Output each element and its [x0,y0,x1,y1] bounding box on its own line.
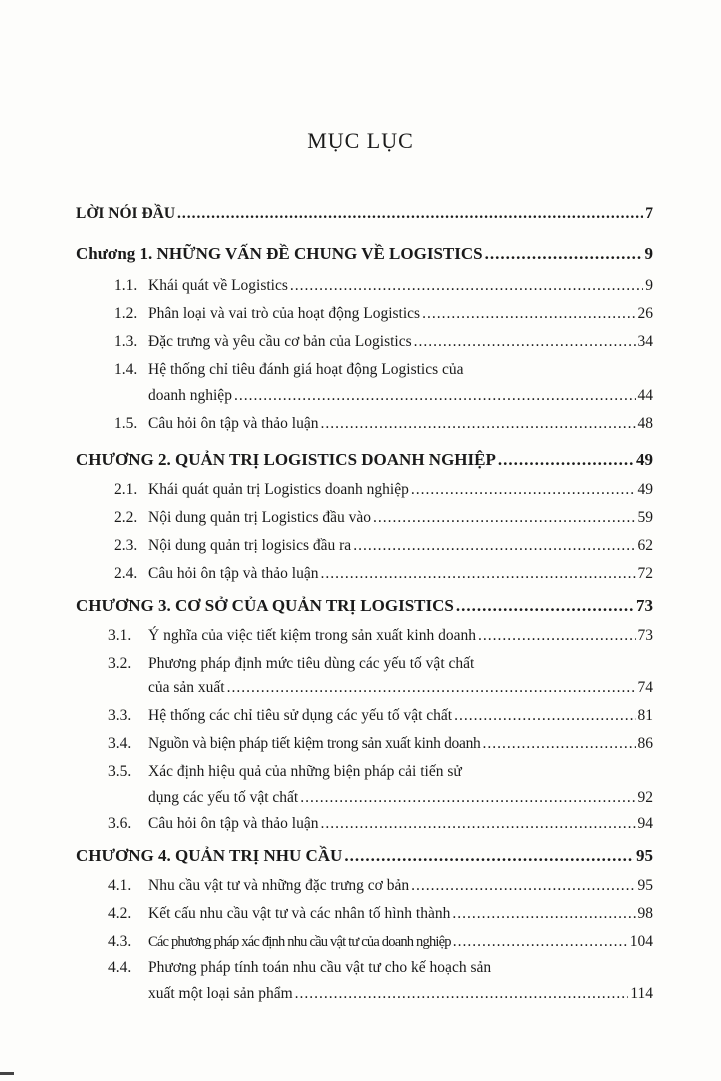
toc-section-number: 4.3. [108,933,132,950]
toc-section-number: 4.2. [108,905,132,922]
toc-section-number: 1.5. [114,415,138,432]
toc-entry-text: Nội dung quản trị Logistics đầu vào [148,509,371,526]
toc-entry-text: CHƯƠNG 3. CƠ SỞ CỦA QUẢN TRỊ LOGISTICS [76,596,454,615]
toc-page-number: 48 [637,415,653,432]
toc-page-number: 92 [637,789,653,806]
toc-section-number: 3.4. [108,735,132,752]
toc-page-number: 26 [637,305,653,322]
toc-page-number: 7 [645,205,653,222]
toc-section-number: 2.2. [114,509,138,526]
toc-entry[interactable] [108,706,653,726]
toc-entry[interactable] [114,480,653,500]
toc-page-number: 73 [637,627,653,644]
toc-section-number: 2.4. [114,565,138,582]
toc-entry-text: Nguồn và biện pháp tiết kiệm trong sản xuất kinh doanh [148,735,481,752]
toc-entry[interactable] [108,904,653,924]
toc-page-number: 104 [629,933,653,950]
toc-entry-first-line[interactable] [108,958,491,978]
toc-entry-text: xuất một loại sản phẩm [148,985,293,1002]
toc-chapter-2[interactable] [76,450,653,470]
toc-page-number: 81 [637,707,653,724]
toc-section-number: 3.1. [108,627,132,644]
toc-page-number: 95 [637,877,653,894]
toc-entry[interactable] [114,276,653,296]
toc-section-number: 4.1. [108,877,132,894]
toc-page-number: 73 [636,596,653,615]
toc-section-number: 1.3. [114,333,138,350]
toc-page-number: 74 [637,679,653,696]
toc-entry[interactable] [108,734,653,754]
toc-chapter-1[interactable] [76,244,653,264]
toc-entry-text: Xác định hiệu quả của những biện pháp cải tiến sử [148,763,462,780]
toc-entry[interactable] [108,876,653,896]
toc-entry-text: Hệ thống các chỉ tiêu sử dụng các yếu tố vật chất [148,707,453,724]
toc-entry-text: Câu hỏi ôn tập và thảo luận [148,415,319,432]
toc-page-number: 9 [645,277,653,294]
toc-page-number: 49 [637,481,653,498]
toc-entry-text: Câu hỏi ôn tập và thảo luận [148,565,319,582]
toc-entry-text: Câu hỏi ôn tập và thảo luận [148,815,319,832]
toc-page-number: 44 [637,387,653,404]
toc-entry-first-line[interactable] [108,762,462,782]
toc-entry[interactable] [114,508,653,528]
toc-page-number: 9 [644,244,653,263]
toc-entry-text: doanh nghiệp [148,387,232,404]
toc-entry[interactable] [114,536,653,556]
toc-page-number: 94 [637,815,653,832]
toc-entry-text: Phương pháp định mức tiêu dùng các yếu tố vật chất [148,655,475,672]
toc-entry-continuation[interactable] [148,386,653,406]
toc-entry-text: LỜI NÓI ĐẦU [76,205,176,222]
toc-section-number: 3.2. [108,655,132,672]
toc-entry-text: Khái quát về Logistics [148,277,288,294]
toc-chapter-3[interactable] [76,596,653,616]
toc-entry[interactable] [108,814,653,834]
toc-entry-text: dụng các yếu tố vật chất [148,789,299,806]
toc-page-number: 114 [630,985,653,1002]
toc-entry-text: Kết cấu nhu cầu vật tư và các nhân tố hình thành [148,905,451,922]
scan-edge-mark [0,1072,14,1075]
toc-page-number: 72 [637,565,653,582]
toc-page-number: 86 [637,735,653,752]
toc-section-number: 2.1. [114,481,138,498]
toc-entry-first-line[interactable] [114,360,464,380]
toc-entry-continuation[interactable] [148,984,653,1004]
toc-entry-text: Đặc trưng và yêu cầu cơ bản của Logistics [148,333,412,350]
toc-page-number: 34 [637,333,653,350]
toc-page-number: 59 [637,509,653,526]
toc-entry-text: của sản xuất [148,679,225,696]
toc-section-number: 4.4. [108,959,132,976]
toc-entry[interactable] [114,304,653,324]
toc-page-number: 98 [637,905,653,922]
toc-section-number: 1.4. [114,361,138,378]
toc-section-number: 3.3. [108,707,132,724]
toc-entry[interactable] [108,626,653,646]
toc-chapter-4[interactable] [76,846,653,866]
toc-section-number: 1.2. [114,305,138,322]
toc-entry-text: Phân loại và vai trò của hoạt động Logistics [148,305,421,322]
page-title: MỤC LỤC [307,128,414,153]
toc-entry-continuation[interactable] [148,678,653,698]
toc-entry[interactable] [108,932,653,952]
toc-entry-text: Nhu cầu vật tư và những đặc trưng cơ bản [148,877,410,894]
toc-entry-text: Ý nghĩa của việc tiết kiệm trong sản xuất kinh doanh [148,627,476,644]
toc-entry[interactable] [114,332,653,352]
toc-entry-first-line[interactable] [108,654,474,674]
toc-section-number: 1.1. [114,277,138,294]
toc-entry[interactable] [114,414,653,434]
toc-entry-text: CHƯƠNG 2. QUẢN TRỊ LOGISTICS DOANH NGHIỆP [76,450,496,469]
toc-entry-text: Các phương pháp xác định nhu cầu vật tư của doanh nghiệp [148,934,451,950]
toc-page-number: 49 [636,450,653,469]
toc-section-number: 2.3. [114,537,138,554]
toc-entry-text: Nội dung quản trị logisics đầu ra [148,537,352,554]
toc-entry-text: CHƯƠNG 4. QUẢN TRỊ NHU CẦU [76,846,343,865]
toc-section-number: 3.6. [108,815,132,832]
toc-entry-text: Khái quát quản trị Logistics doanh nghiệp [148,481,409,498]
toc-entry-text: Chương 1. NHỮNG VẤN ĐỀ CHUNG VỀ LOGISTICS [76,244,483,263]
toc-section-number: 3.5. [108,763,132,780]
toc-entry-text: Phương pháp tính toán nhu cầu vật tư cho kế hoạch sản [148,959,492,976]
toc-entry-continuation[interactable] [148,788,653,808]
toc-entry-preface[interactable] [76,204,653,224]
toc-page-number: 62 [637,537,653,554]
toc-entry[interactable] [114,564,653,584]
toc-page-number: 95 [636,846,653,865]
toc-entry-text: Hệ thống chỉ tiêu đánh giá hoạt động Logistics của [148,361,464,378]
